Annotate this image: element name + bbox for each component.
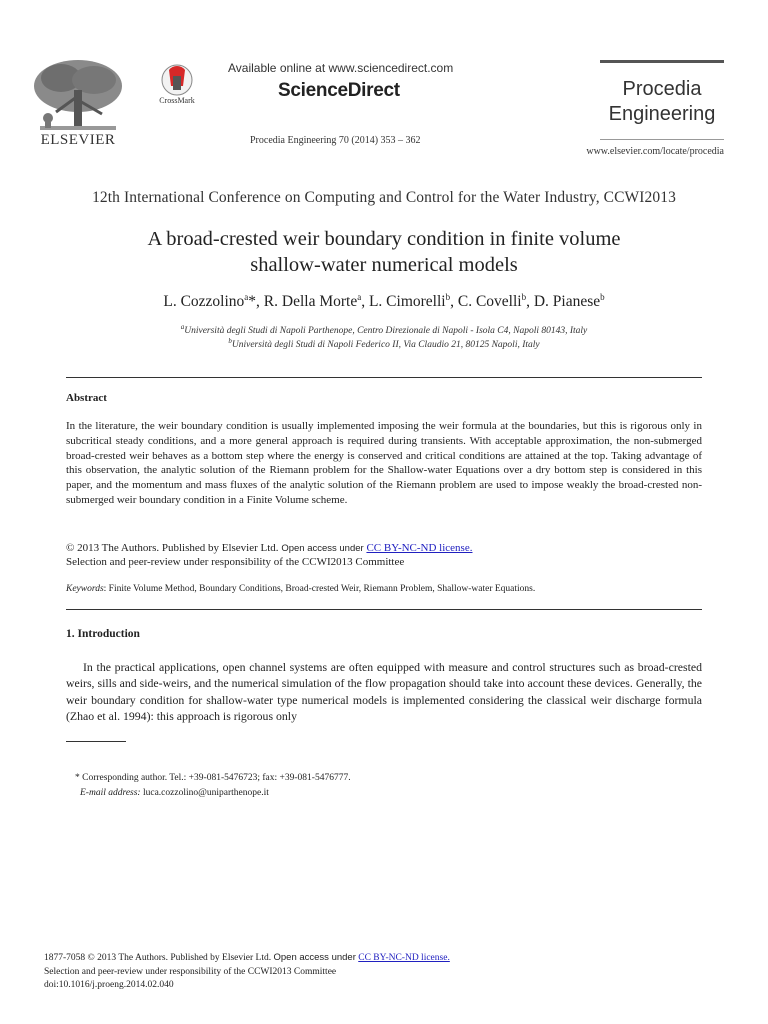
- conference-name: 12th International Conference on Computing and Control for the Water Industry, CCWI2013: [92, 189, 676, 206]
- affiliation-b: $^b$Università degli Studi di Napoli Federico II, Via Claudio 21, 80125 Napoli, Italy: [228, 337, 540, 351]
- journal-url[interactable]: www.elsevier.com/locate/procedia: [586, 146, 724, 157]
- affiliation-a: $^a$Università degli Studi di Napoli Parthenope, Centro Direzionale di Napoli - Isola C4, Napoli 80143, Italy: [180, 323, 588, 337]
- copyright-line: © 2013 The Authors. Published by Elsevier Ltd. Open access under CC BY-NC-ND license.: [66, 542, 473, 554]
- license-link[interactable]: CC BY-NC-ND license.: [366, 542, 473, 554]
- available-online-text: Available online at www.sciencedirect.com: [228, 61, 454, 75]
- corresponding-author-note: * Corresponding author. Tel.: +39-081-5476723; fax: +39-081-5476777.: [75, 773, 351, 783]
- author: C. Covelli$^b$,: [457, 292, 534, 311]
- sciencedirect-wordmark[interactable]: ScienceDirect: [278, 80, 400, 101]
- email-note: E-mail address: luca.cozzolino@uniparthenope.it: [80, 788, 269, 798]
- abstract-body: In the literature, the weir boundary condition is usually implemented imposing the weir formula at the boundaries, but this is rigorous only in subcritical steady conditions, and a more general approach is required during transients. With acceptable approximation, the non-submerged broad-crested weir behaves as a bottom step where the energy is conserved and critical conditions are attained at the top. Taking advantage of this observation, the analytic solution of the Riemann problem for the Shallow-water Equations over a dry bottom step is considered in this paper, and the momentum and mass fluxes of the analytic solution of the Riemann problem are used to impose weakly the broad-crested non-submerged weir boundary condition in a Finite Volume scheme.: [66, 420, 702, 506]
- footer-copyright: 1877-7058 © 2013 The Authors. Published by Elsevier Ltd. Open access under CC BY-NC-ND license.: [44, 952, 450, 963]
- author: R. Della Morte$^a$,: [263, 292, 369, 311]
- peer-review-line: Selection and peer-review under responsibility of the CCWI2013 Committee: [66, 555, 405, 568]
- footer-peer-review: Selection and peer-review under responsibility of the CCWI2013 Committee: [44, 966, 337, 977]
- author-email[interactable]: luca.cozzolino@uniparthenope.it: [142, 788, 269, 798]
- footnote-divider: [66, 741, 126, 742]
- introduction-body: In the practical applications, open channel systems are often equipped with measure and control structures such as broad-crested weirs, sills and side-weirs, and the numerical simulation of the flow propagation should take into account these devices. Generally, the weir boundary condition for shallow-water type numerical models is implemented considering the classical weir discharge formula (Zhao et al. 1994): this approach is rigorous only: [66, 660, 702, 723]
- abstract-top-divider: [66, 377, 702, 378]
- abstract-heading: Abstract: [66, 392, 107, 404]
- page-footer: [44, 951, 604, 993]
- author: L. Cozzolino$^a$*,: [163, 292, 264, 311]
- keywords-line: Keywords: Finite Volume Method, Boundary Conditions, Broad-crested Weir, Riemann Problem, Shallow-water Equations.: [66, 584, 536, 594]
- author: L. Cimorelli$^b$,: [368, 292, 458, 311]
- paper-title-line2: shallow-water numerical models: [250, 254, 518, 276]
- journal-title: [600, 77, 724, 127]
- journal-title-line1: Procedia: [622, 78, 702, 100]
- author: D. Pianese$^b$: [533, 292, 605, 311]
- paper-title: [60, 226, 708, 278]
- footer-license-link[interactable]: CC BY-NC-ND license.: [358, 953, 450, 963]
- copyright-block: [66, 542, 702, 569]
- section-heading-introduction: 1. Introduction: [66, 628, 140, 640]
- journal-citation: Procedia Engineering 70 (2014) 353 – 362: [250, 135, 421, 146]
- footer-doi[interactable]: doi:10.1016/j.proeng.2014.02.040: [44, 980, 174, 990]
- crossmark-label: CrossMark: [159, 96, 195, 105]
- journal-title-line2: Engineering: [608, 103, 716, 125]
- author-list: [60, 292, 708, 311]
- elsevier-wordmark: ELSEVIER: [40, 132, 116, 148]
- paper-title-line1: A broad-crested weir boundary condition in finite volume: [147, 228, 621, 250]
- abstract-bottom-divider: [66, 609, 702, 610]
